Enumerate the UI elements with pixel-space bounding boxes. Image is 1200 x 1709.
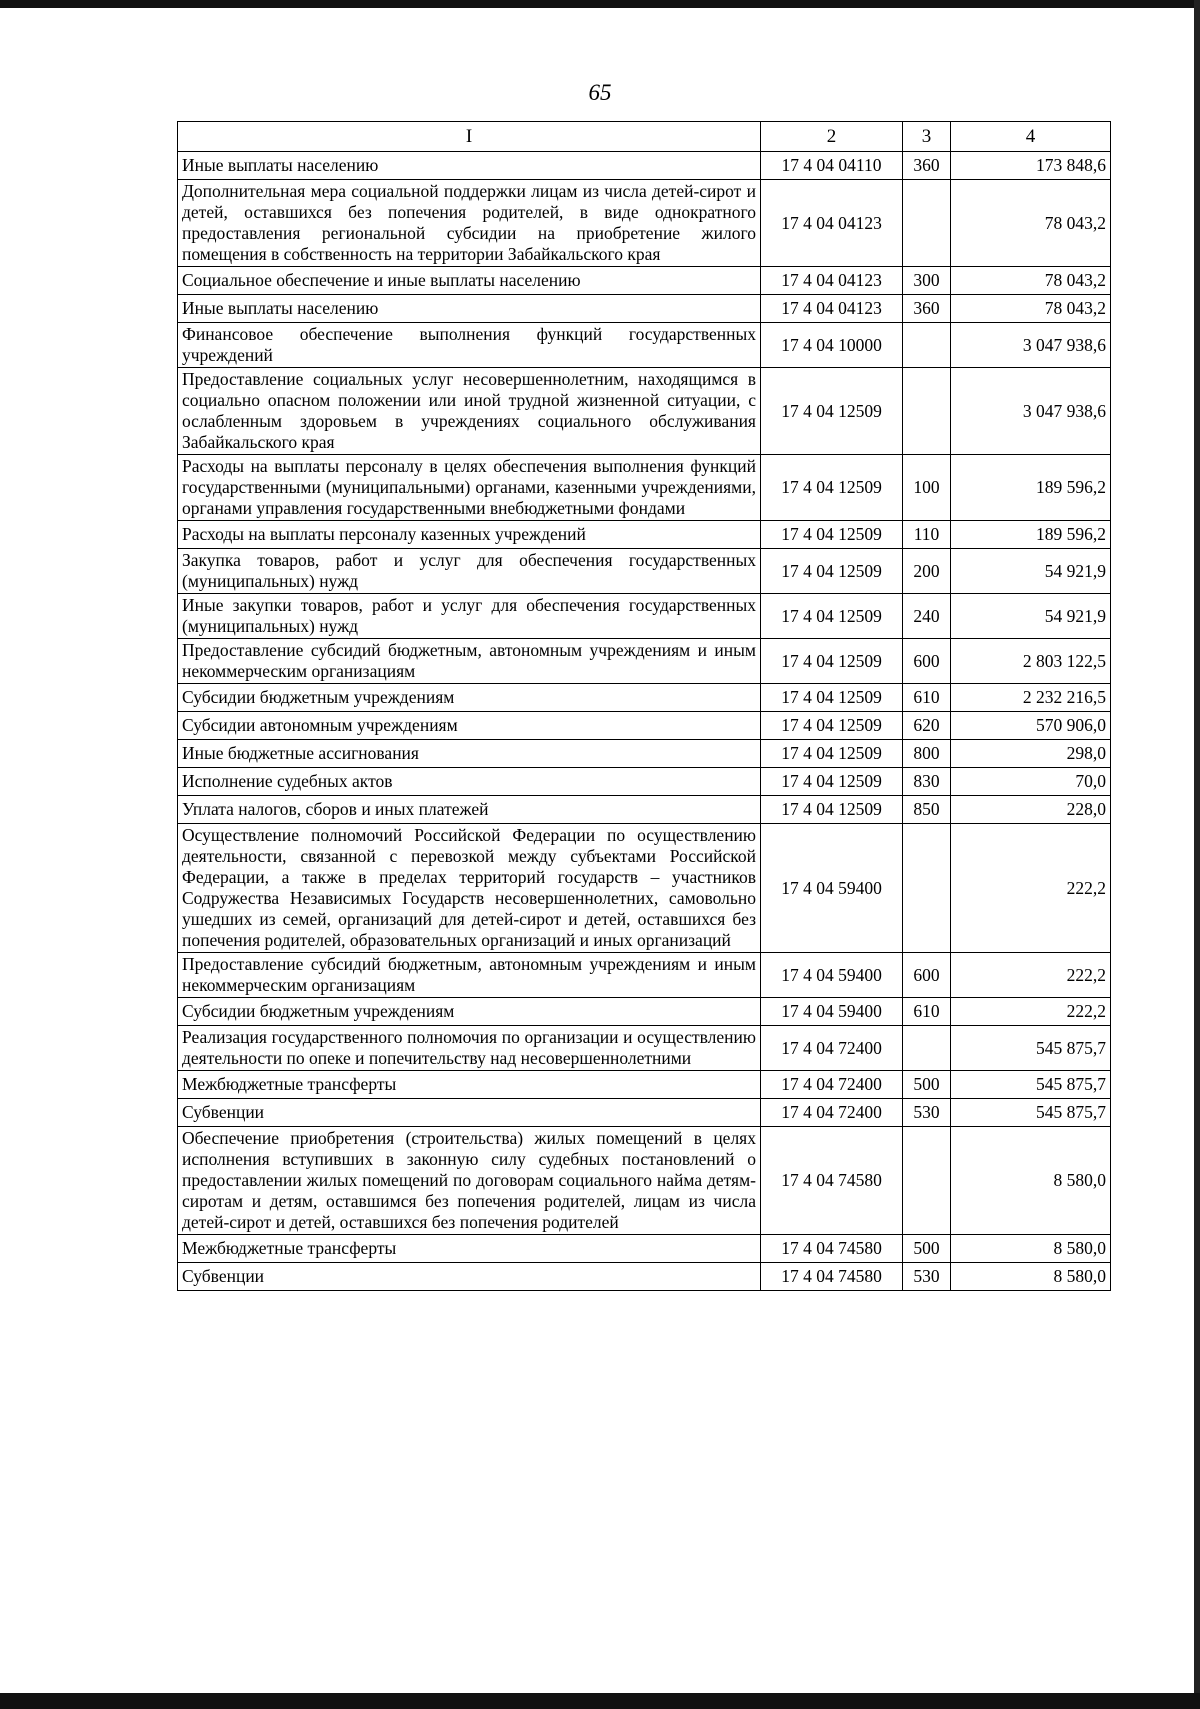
row-sum-cell: 78 043,2 (951, 295, 1111, 323)
row-code-cell: 17 4 04 74580 (761, 1127, 903, 1235)
row-code-cell: 17 4 04 12509 (761, 549, 903, 594)
row-name-cell: Расходы на выплаты персоналу в целях обеспечения выполнения функций государственными (муниципальными) органами, казенными учреждениями, органами управления государственными внебюджетными фондами (178, 455, 761, 521)
row-type-cell (903, 180, 951, 267)
row-code-cell: 17 4 04 12509 (761, 594, 903, 639)
row-name-cell: Социальное обеспечение и иные выплаты населению (178, 267, 761, 295)
row-sum-cell: 78 043,2 (951, 267, 1111, 295)
row-name-cell: Предоставление субсидий бюджетным, автономным учреждениям и иным некоммерческим организациям (178, 639, 761, 684)
row-sum-cell: 2 232 216,5 (951, 684, 1111, 712)
table-row (178, 267, 1111, 295)
row-sum-cell: 3 047 938,6 (951, 323, 1111, 368)
table-row (178, 1235, 1111, 1263)
row-sum-cell: 78 043,2 (951, 180, 1111, 267)
row-type-cell: 200 (903, 549, 951, 594)
row-name-cell: Субсидии бюджетным учреждениям (178, 684, 761, 712)
row-code-cell: 17 4 04 12509 (761, 521, 903, 549)
row-name-cell: Закупка товаров, работ и услуг для обеспечения государственных (муниципальных) нужд (178, 549, 761, 594)
row-name-cell: Предоставление субсидий бюджетным, автономным учреждениям и иным некоммерческим организациям (178, 953, 761, 998)
row-type-cell: 600 (903, 953, 951, 998)
row-code-cell: 17 4 04 12509 (761, 768, 903, 796)
row-sum-cell: 298,0 (951, 740, 1111, 768)
row-type-cell: 360 (903, 152, 951, 180)
header-col-1: I (178, 122, 761, 152)
table-row (178, 295, 1111, 323)
table-row (178, 953, 1111, 998)
row-type-cell: 100 (903, 455, 951, 521)
table-row (178, 1026, 1111, 1071)
row-code-cell: 17 4 04 10000 (761, 323, 903, 368)
row-name-cell: Дополнительная мера социальной поддержки лицам из числа детей-сирот и детей, оставшихся без попечения родителей, в виде однократного предоставления региональной субсидии на приобретение жилого помещения в собственность на территории Забайкальского края (178, 180, 761, 267)
table-header-row (178, 122, 1111, 152)
row-code-cell: 17 4 04 04123 (761, 180, 903, 267)
row-code-cell: 17 4 04 12509 (761, 712, 903, 740)
row-sum-cell: 222,2 (951, 953, 1111, 998)
row-sum-cell: 70,0 (951, 768, 1111, 796)
row-code-cell: 17 4 04 12509 (761, 368, 903, 455)
row-code-cell: 17 4 04 12509 (761, 740, 903, 768)
row-type-cell: 530 (903, 1099, 951, 1127)
row-name-cell: Субсидии автономным учреждениям (178, 712, 761, 740)
table-row (178, 152, 1111, 180)
row-sum-cell: 8 580,0 (951, 1235, 1111, 1263)
row-type-cell: 500 (903, 1235, 951, 1263)
row-name-cell: Иные выплаты населению (178, 152, 761, 180)
row-code-cell: 17 4 04 04110 (761, 152, 903, 180)
scan-border-bottom (0, 1693, 1200, 1709)
row-name-cell: Межбюджетные трансферты (178, 1235, 761, 1263)
table-row (178, 639, 1111, 684)
table-row (178, 180, 1111, 267)
budget-table (177, 121, 1111, 1291)
row-name-cell: Предоставление социальных услуг несовершеннолетним, находящимся в социально опасном положении или иной трудной жизненной ситуации, с ослабленным здоровьем в учреждениях социального обслуживания Забайкальского края (178, 368, 761, 455)
row-sum-cell: 570 906,0 (951, 712, 1111, 740)
row-type-cell (903, 824, 951, 953)
row-sum-cell: 8 580,0 (951, 1263, 1111, 1291)
row-type-cell: 110 (903, 521, 951, 549)
header-col-4: 4 (951, 122, 1111, 152)
row-name-cell: Финансовое обеспечение выполнения функций государственных учреждений (178, 323, 761, 368)
row-name-cell: Уплата налогов, сборов и иных платежей (178, 796, 761, 824)
row-code-cell: 17 4 04 72400 (761, 1026, 903, 1071)
table-row (178, 594, 1111, 639)
row-sum-cell: 2 803 122,5 (951, 639, 1111, 684)
table-row (178, 368, 1111, 455)
table-row (178, 712, 1111, 740)
table-row (178, 549, 1111, 594)
table-row (178, 824, 1111, 953)
row-type-cell: 500 (903, 1071, 951, 1099)
row-type-cell: 240 (903, 594, 951, 639)
row-type-cell: 610 (903, 684, 951, 712)
row-code-cell: 17 4 04 59400 (761, 998, 903, 1026)
table-row (178, 768, 1111, 796)
table-row (178, 740, 1111, 768)
row-type-cell: 360 (903, 295, 951, 323)
row-type-cell (903, 368, 951, 455)
row-code-cell: 17 4 04 04123 (761, 295, 903, 323)
row-sum-cell: 545 875,7 (951, 1099, 1111, 1127)
row-sum-cell: 54 921,9 (951, 549, 1111, 594)
table-row (178, 998, 1111, 1026)
row-code-cell: 17 4 04 74580 (761, 1235, 903, 1263)
row-name-cell: Осуществление полномочий Российской Федерации по осуществлению деятельности, связанной с перевозкой между субъектами Российской Федерации, а также в пределах территорий государств – участников Содружества Независимых Государств несовершеннолетних, самовольно ушедших из семей, организаций для детей-сирот и детей, оставшихся без попечения родителей, образовательных организаций и иных организаций (178, 824, 761, 953)
row-name-cell: Иные выплаты населению (178, 295, 761, 323)
header-col-3: 3 (903, 122, 951, 152)
row-sum-cell: 545 875,7 (951, 1026, 1111, 1071)
row-code-cell: 17 4 04 12509 (761, 639, 903, 684)
row-code-cell: 17 4 04 59400 (761, 824, 903, 953)
row-sum-cell: 8 580,0 (951, 1127, 1111, 1235)
row-sum-cell: 222,2 (951, 824, 1111, 953)
row-type-cell: 300 (903, 267, 951, 295)
row-type-cell (903, 1026, 951, 1071)
row-type-cell: 800 (903, 740, 951, 768)
scan-border-top (0, 0, 1200, 8)
row-name-cell: Межбюджетные трансферты (178, 1071, 761, 1099)
row-sum-cell: 545 875,7 (951, 1071, 1111, 1099)
table-row (178, 455, 1111, 521)
row-sum-cell: 54 921,9 (951, 594, 1111, 639)
row-code-cell: 17 4 04 12509 (761, 455, 903, 521)
row-name-cell: Реализация государственного полномочия по организации и осуществлению деятельности по опеке и попечительству над несовершеннолетними (178, 1026, 761, 1071)
scan-border-right (1194, 0, 1200, 1709)
row-type-cell: 530 (903, 1263, 951, 1291)
row-type-cell (903, 1127, 951, 1235)
row-type-cell: 850 (903, 796, 951, 824)
row-name-cell: Субсидии бюджетным учреждениям (178, 998, 761, 1026)
row-code-cell: 17 4 04 72400 (761, 1099, 903, 1127)
row-sum-cell: 222,2 (951, 998, 1111, 1026)
table-row (178, 1127, 1111, 1235)
row-name-cell: Расходы на выплаты персоналу казенных учреждений (178, 521, 761, 549)
row-type-cell: 610 (903, 998, 951, 1026)
row-code-cell: 17 4 04 12509 (761, 684, 903, 712)
row-type-cell: 620 (903, 712, 951, 740)
table-row (178, 796, 1111, 824)
row-code-cell: 17 4 04 12509 (761, 796, 903, 824)
row-type-cell: 600 (903, 639, 951, 684)
row-sum-cell: 173 848,6 (951, 152, 1111, 180)
row-sum-cell: 189 596,2 (951, 455, 1111, 521)
row-type-cell (903, 323, 951, 368)
page-number: 65 (588, 80, 612, 105)
row-code-cell: 17 4 04 74580 (761, 1263, 903, 1291)
row-name-cell: Исполнение судебных актов (178, 768, 761, 796)
table-row (178, 684, 1111, 712)
row-code-cell: 17 4 04 04123 (761, 267, 903, 295)
table-row (178, 1071, 1111, 1099)
table-row (178, 521, 1111, 549)
row-name-cell: Иные бюджетные ассигнования (178, 740, 761, 768)
row-name-cell: Субвенции (178, 1099, 761, 1127)
row-name-cell: Обеспечение приобретения (строительства) жилых помещений в целях исполнения вступивших в законную силу судебных постановлений о предоставлении жилых помещений по договорам социального найма детям-сиротам и детям, оставшимся без попечения родителей, лицам из числа детей-сирот и детей, оставшихся без попечения родителей (178, 1127, 761, 1235)
header-col-2: 2 (761, 122, 903, 152)
table-row (178, 1263, 1111, 1291)
row-sum-cell: 189 596,2 (951, 521, 1111, 549)
table-row (178, 1099, 1111, 1127)
row-name-cell: Субвенции (178, 1263, 761, 1291)
row-code-cell: 17 4 04 72400 (761, 1071, 903, 1099)
row-sum-cell: 228,0 (951, 796, 1111, 824)
row-name-cell: Иные закупки товаров, работ и услуг для обеспечения государственных (муниципальных) нужд (178, 594, 761, 639)
row-type-cell: 830 (903, 768, 951, 796)
table-row (178, 323, 1111, 368)
row-code-cell: 17 4 04 59400 (761, 953, 903, 998)
row-sum-cell: 3 047 938,6 (951, 368, 1111, 455)
